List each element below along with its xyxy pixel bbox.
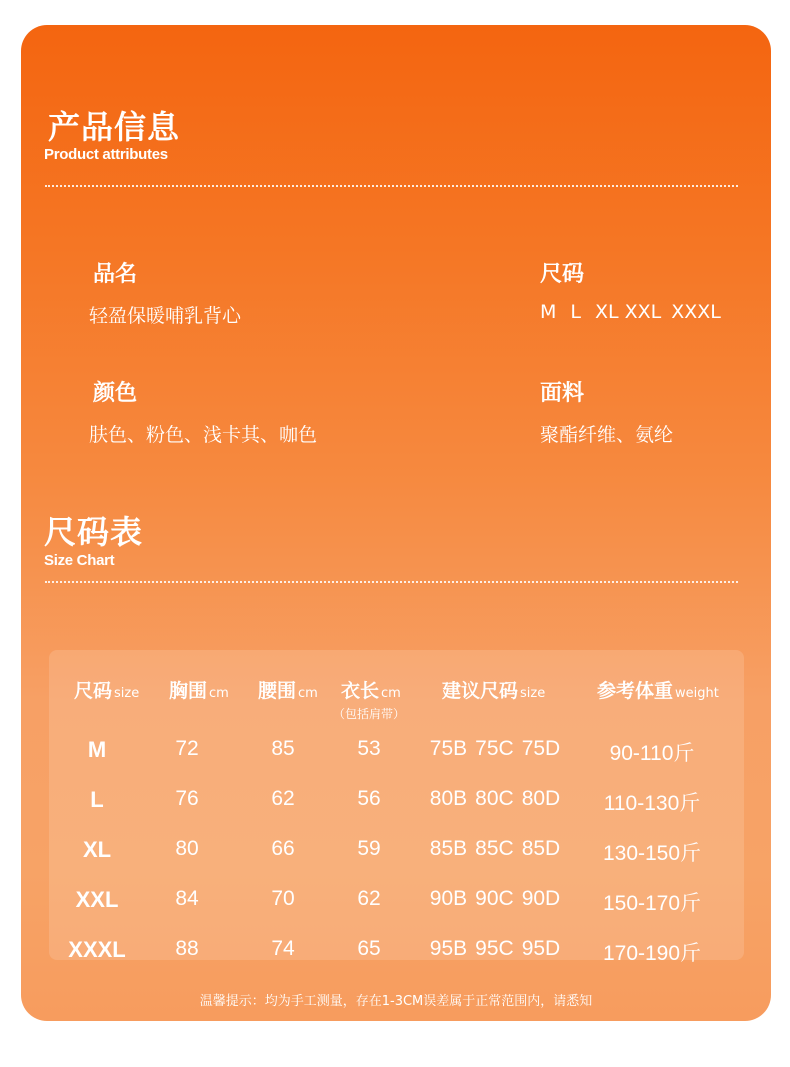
cell-size: XL (82, 837, 112, 862)
cell-length: 53 (357, 737, 381, 760)
cell-bust: 88 (175, 937, 199, 960)
cell-size: XXXL (68, 937, 126, 962)
cell-bust: 80 (175, 837, 199, 860)
cell-length: 56 (357, 787, 381, 810)
header-size: 尺码 size (74, 680, 140, 702)
cell-bra-size: 75B 75C 75D (429, 737, 561, 760)
size-chart-subtitle: Size Chart (44, 552, 115, 569)
cell-bust: 84 (175, 887, 199, 910)
cell-weight: 170-190斤 (602, 942, 702, 965)
size-chart-title: 尺码表 (44, 513, 144, 551)
divider (45, 185, 738, 187)
cell-bust: 72 (175, 737, 199, 760)
color-label: 颜色 (93, 381, 138, 406)
cell-length: 65 (357, 937, 381, 960)
cell-bust: 76 (175, 787, 199, 810)
fabric-value: 聚酯纤维、氨纶 (540, 424, 674, 446)
name-label: 品名 (93, 262, 138, 287)
cell-size: L (90, 787, 104, 812)
divider (45, 581, 738, 583)
cell-bra-size: 90B 90C 90D (429, 887, 561, 910)
cell-bra-size: 95B 95C 95D (429, 937, 561, 960)
size-option: XL (595, 301, 619, 323)
size-options (540, 301, 735, 323)
cell-weight: 150-170斤 (602, 892, 702, 915)
header-weight: 参考体重 weight (597, 680, 719, 702)
cell-bra-size: 85B 85C 85D (429, 837, 561, 860)
size-option: XXXL (671, 301, 721, 323)
table-row (21, 737, 771, 787)
cell-weight: 130-150斤 (602, 842, 702, 865)
product-info-title: 产品信息 (48, 108, 181, 146)
header-bust: 胸围 cm (169, 680, 229, 702)
cell-waist: 70 (271, 887, 295, 910)
size-option: L (570, 301, 581, 323)
cell-waist: 85 (271, 737, 295, 760)
size-option: XXL (624, 301, 662, 323)
cell-waist: 62 (271, 787, 295, 810)
size-option: M (540, 301, 557, 323)
cell-size: XXL (75, 887, 119, 912)
cell-weight: 90-110斤 (609, 742, 695, 765)
header-waist: 腰围 cm (258, 680, 318, 702)
header-recommended-size: 建议尺码 size (442, 680, 546, 702)
product-card (21, 25, 771, 1021)
fabric-label: 面料 (540, 381, 585, 406)
cell-length: 62 (357, 887, 381, 910)
cell-length: 59 (357, 837, 381, 860)
table-row (21, 887, 771, 937)
cell-bra-size: 80B 80C 80D (429, 787, 561, 810)
measurement-tip: 温馨提示：均为手工测量，存在1-3CM误差属于正常范围内，请悉知 (199, 994, 593, 1009)
cell-weight: 110-130斤 (603, 792, 701, 815)
product-info-subtitle: Product attributes (44, 146, 168, 163)
cell-waist: 66 (271, 837, 295, 860)
color-value: 肤色、粉色、浅卡其、咖色 (89, 424, 318, 446)
header-length-note: （包括肩带） (333, 707, 406, 721)
cell-waist: 74 (271, 937, 295, 960)
table-row (21, 937, 771, 987)
table-row (21, 837, 771, 887)
name-value: 轻盈保暖哺乳背心 (89, 305, 242, 327)
size-label: 尺码 (540, 262, 585, 287)
table-row (21, 787, 771, 837)
cell-size: M (87, 737, 107, 762)
header-length: 衣长 cm (341, 680, 401, 702)
